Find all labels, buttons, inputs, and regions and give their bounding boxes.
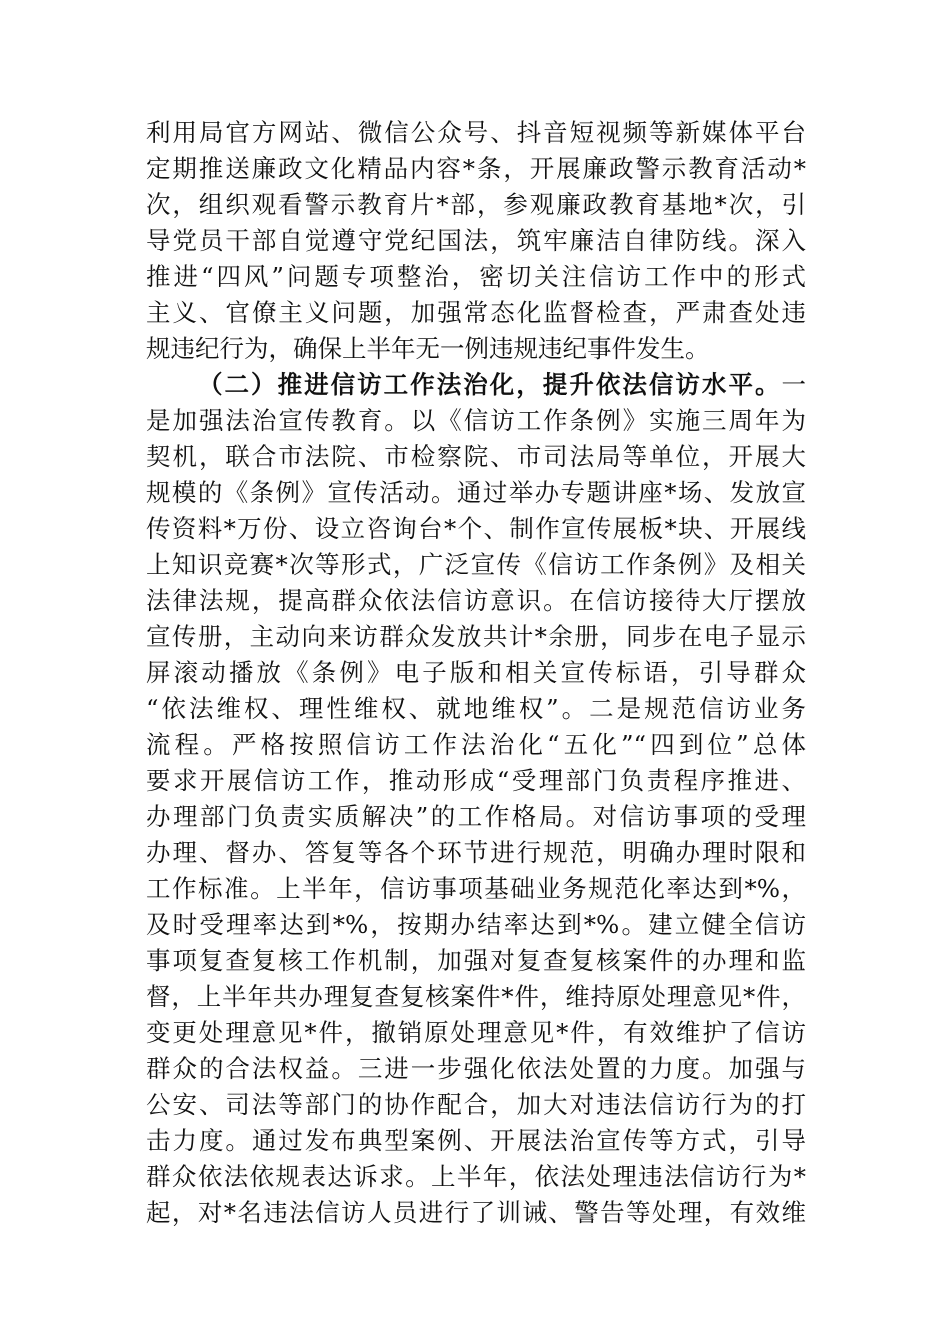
- section-line-19: 群众的合法权益。三进一步强化依法处置的力度。加强与: [146, 1054, 806, 1083]
- section-heading: （二）推进信访工作法治化，提升依法信访水平。: [198, 370, 782, 399]
- paragraph-line-7: 规违纪行为，确保上半年无一例违规违纪事件发生。: [146, 334, 710, 363]
- section-line-5: 上知识竞赛*次等形式，广泛宣传《信访工作条例》及相关: [146, 550, 806, 579]
- section-line-3: 规模的《条例》宣传活动。通过举办专题讲座*场、发放宣: [146, 478, 806, 507]
- section-line-14: 工作标准。上半年，信访事项基础业务规范化率达到*%，: [146, 874, 806, 903]
- paragraph-line-3: 次，组织观看警示教育片*部，参观廉政教育基地*次，引: [146, 190, 806, 219]
- section-line-2: 契机，联合市法院、市检察院、市司法局等单位，开展大: [146, 442, 806, 471]
- section-line-7: 宣传册，主动向来访群众发放共计*余册，同步在电子显示: [146, 622, 806, 651]
- section-line-20: 公安、司法等部门的协作配合，加大对违法信访行为的打: [146, 1090, 806, 1119]
- section-line-17: 督，上半年共办理复查复核案件*件，维持原处理意见*件，: [146, 982, 806, 1011]
- section-heading-tail: 一: [781, 370, 806, 399]
- section-line-1: 是加强法治宣传教育。以《信访工作条例》实施三周年为: [146, 406, 806, 435]
- paragraph-line-1: 利用局官方网站、微信公众号、抖音短视频等新媒体平台: [146, 118, 806, 147]
- section-line-15: 及时受理率达到*%，按期办结率达到*%。建立健全信访: [146, 910, 806, 939]
- paragraph-line-5: 推进“四风”问题专项整治，密切关注信访工作中的形式: [146, 262, 806, 291]
- paragraph-line-6: 主义、官僚主义问题，加强常态化监督检查，严肃查处违: [146, 298, 806, 327]
- section-heading-line: [198, 367, 806, 403]
- section-line-6: 法律法规，提高群众依法信访意识。在信访接待大厅摆放: [146, 586, 806, 615]
- section-line-18: 变更处理意见*件，撤销原处理意见*件，有效维护了信访: [146, 1018, 806, 1047]
- section-line-23: 起，对*名违法信访人员进行了训诫、警告等处理，有效维: [146, 1198, 806, 1227]
- paragraph-line-2: 定期推送廉政文化精品内容*条，开展廉政警示教育活动*: [146, 154, 806, 183]
- section-line-4: 传资料*万份、设立咨询台*个、制作宣传展板*块、开展线: [146, 514, 806, 543]
- section-line-21: 击力度。通过发布典型案例、开展法治宣传等方式，引导: [146, 1126, 806, 1155]
- section-line-16: 事项复查复核工作机制，加强对复查复核案件的办理和监: [146, 946, 806, 975]
- paragraph-line-4: 导党员干部自觉遵守党纪国法，筑牢廉洁自律防线。深入: [146, 226, 806, 255]
- section-line-22: 群众依法依规表达诉求。上半年，依法处理违法信访行为*: [146, 1162, 806, 1191]
- section-line-9: “依法维权、理性维权、就地维权”。二是规范信访业务: [146, 694, 806, 723]
- section-line-10: 流程。严格按照信访工作法治化“五化”“四到位”总体: [146, 730, 806, 759]
- section-line-8: 屏滚动播放《条例》电子版和相关宣传标语，引导群众: [146, 658, 806, 687]
- section-line-12: 办理部门负责实质解决”的工作格局。对信访事项的受理: [146, 802, 806, 831]
- section-line-13: 办理、督办、答复等各个环节进行规范，明确办理时限和: [146, 838, 806, 867]
- section-line-11: 要求开展信访工作，推动形成“受理部门负责程序推进、: [146, 766, 806, 795]
